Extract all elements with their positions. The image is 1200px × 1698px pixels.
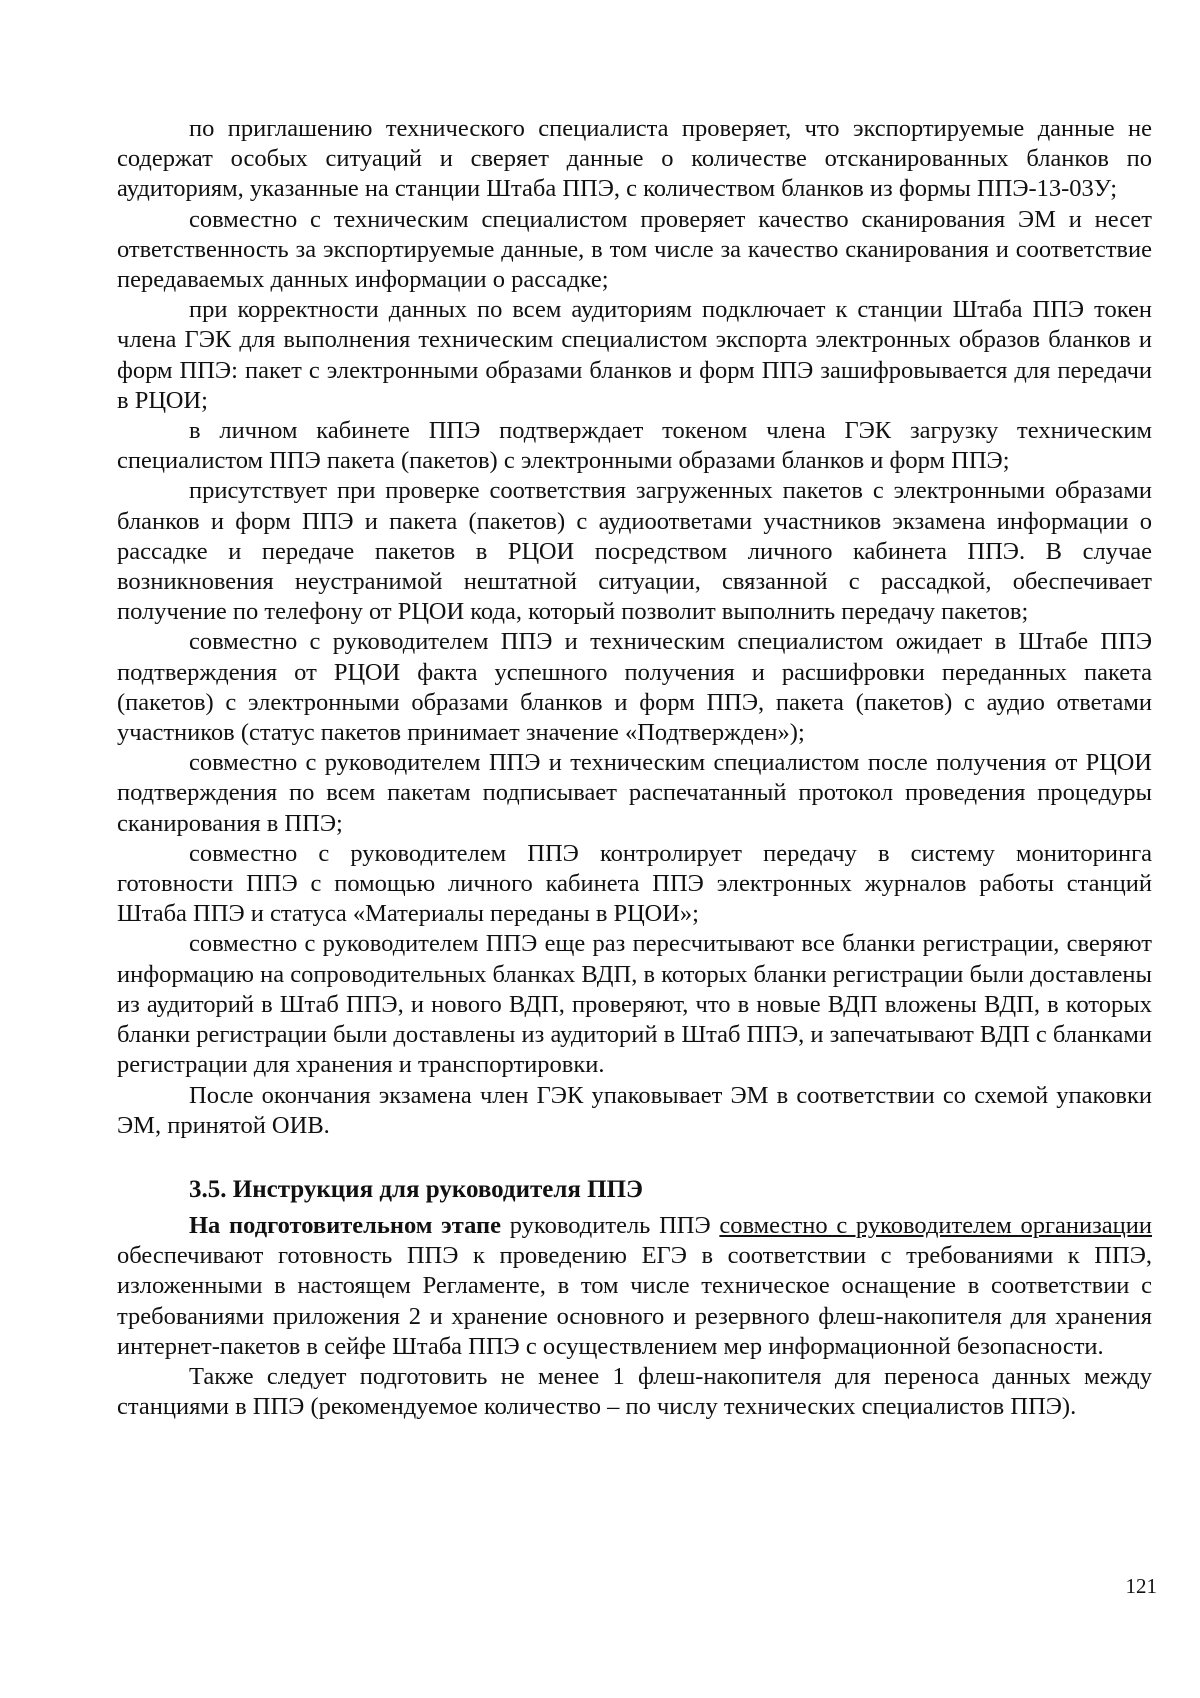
section-heading: 3.5. Инструкция для руководителя ППЭ [189, 1175, 644, 1203]
underlined-segment: совместно с руководителем организации [719, 1211, 1152, 1239]
paragraph-scan-quality: совместно с техническим специалистом проверяет качество сканирования ЭМ и несет ответственность за экспортируемые данные, в том числе за качество сканирования и соответствие передаваемых данных информации о рассадке; [117, 205, 1152, 294]
paragraph-export-check: по приглашению технического специалиста проверяет, что экспортируемые данные не содержат особых ситуаций и сверяет данные о количестве отсканированных бланков по аудиториям, указанные на станции Штаба ППЭ, с количеством бланков из формы ППЭ-13-03У; [117, 115, 1152, 203]
text-segment: руководитель ППЭ [501, 1211, 720, 1239]
paragraph-package-verification: присутствует при проверке соответствия загруженных пакетов с электронными образами бланков и форм ППЭ и пакета (пакетов) с аудиоответами участников экзамена информации о рассадке и передаче пакетов в РЦОИ посредством личного кабинета ППЭ. В случае возникновения неустранимой нештатной ситуации, связанной с рассадкой, обеспечивает получение по телефону от РЦОИ кода, который позволит выполнить передачу пакетов; [117, 477, 1152, 626]
page-number: 121 [1125, 1574, 1157, 1598]
paragraph-flash-drives: Также следует подготовить не менее 1 флеш-накопителя для переноса данных между станциями в ППЭ (рекомендуемое количество – по числу технических специалистов ППЭ). [117, 1362, 1152, 1421]
paragraph-preparatory-stage [117, 1211, 1152, 1362]
paragraph-sign-protocol: совместно с руководителем ППЭ и техническим специалистом после получения от РЦОИ подтверждения по всем пакетам подписывает распечатанный протокол проведения процедуры сканирования в ППЭ; [117, 749, 1152, 837]
document-body [117, 114, 1152, 1422]
paragraph-recount-forms: совместно с руководителем ППЭ еще раз пересчитывают все бланки регистрации, сверяют информацию на сопроводительных бланках ВДП, в которых бланки регистрации были доставлены из аудиторий в Штаб ППЭ, и нового ВДП, проверяют, что в новые ВДП вложены ВДП, в которых бланки регистрации были доставлены из аудиторий в Штаб ППЭ, и запечатывают ВДП с бланками регистрации для хранения и транспортировки. [117, 930, 1152, 1079]
text-segment: обеспечивают готовность ППЭ к проведению ЕГЭ в соответствии с требованиями к ППЭ, изложенными в настоящем Регламенте, в том числе техническое оснащение в соответствии с требованиями приложения 2 и хранение основного и резервного флеш-накопителя для хранения интернет-пакетов в сейфе Штаба ППЭ с осуществлением мер информационной безопасности. [117, 1242, 1152, 1360]
paragraph-monitoring-transfer: совместно с руководителем ППЭ контролирует передачу в систему мониторинга готовности ППЭ с помощью личного кабинета ППЭ электронных журналов работы станций Штаба ППЭ и статуса «Материалы переданы в РЦОИ»; [117, 839, 1152, 928]
paragraph-await-confirmation: совместно с руководителем ППЭ и техническим специалистом ожидает в Штабе ППЭ подтверждения от РЦОИ факта успешного получения и расшифровки переданных пакета (пакетов) с электронными образами бланков и форм ППЭ, пакета (пакетов) с аудио ответами участников (статус пакетов принимает значение «Подтвержден»); [117, 628, 1152, 747]
paragraph-packing-materials: После окончания экзамена член ГЭК упаковывает ЭМ в соответствии со схемой упаковки ЭМ, принятой ОИВ. [117, 1081, 1152, 1139]
paragraph-token-export: при корректности данных по всем аудиториям подключает к станции Штаба ППЭ токен члена ГЭК для выполнения техническим специалистом экспорта электронных образов бланков и форм ППЭ: пакет с электронными образами бланков и форм ППЭ зашифровывается для передачи в РЦОИ; [117, 296, 1152, 414]
emphasis-preparatory-stage: На подготовительном этапе [189, 1211, 502, 1239]
paragraph-personal-cabinet-confirm: в личном кабинете ППЭ подтверждает токеном члена ГЭК загрузку техническим специалистом ППЭ пакета (пакетов) с электронными образами бланков и форм ППЭ; [117, 417, 1152, 475]
